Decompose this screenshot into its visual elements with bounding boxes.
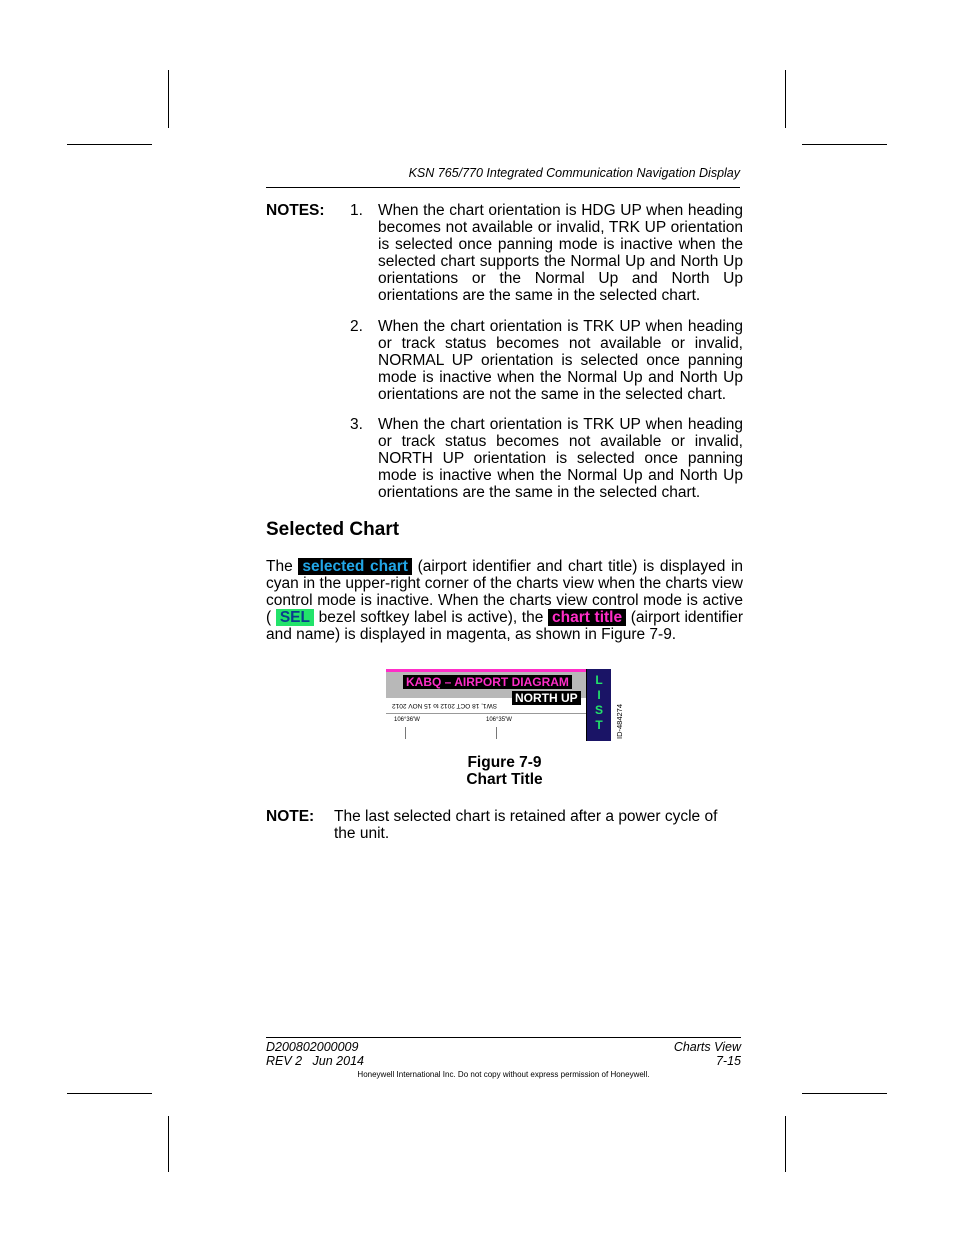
header-title: KSN 765/770 Integrated Communication Navigation Display (408, 166, 740, 180)
crop-mark (785, 70, 786, 128)
footer-page-number: 7-15 (715, 1054, 741, 1068)
para-the: The (266, 558, 293, 575)
chart-divider (386, 713, 586, 714)
chart-mirrored-text: SW1, 18 OCT 2012 to 15 NOV 2012 (392, 702, 498, 709)
figure-chart-title (386, 669, 624, 741)
chart-title-highlight: chart title (548, 609, 626, 626)
list-letter: I (597, 688, 601, 702)
footer-section-name: Charts View (673, 1040, 741, 1054)
para-part2: bezel softkey label is active), the (318, 609, 544, 626)
coord-right-label: 106°35'W (486, 717, 512, 723)
crop-mark (168, 70, 169, 128)
section-heading: Selected Chart (266, 519, 400, 540)
list-letter: S (594, 703, 603, 717)
crop-mark (67, 1093, 152, 1094)
para-part3: (airport identifier and name) is displayed in magenta, as shown in Figure 7-9. (266, 609, 744, 643)
coord-left-label: 106°36'W (394, 717, 420, 723)
crop-mark (67, 144, 152, 145)
section-paragraph (266, 558, 743, 643)
notes-label: NOTES: (266, 202, 325, 219)
note-3-number: 3. (350, 416, 363, 433)
footer-doc-number: D200802000009 (266, 1040, 359, 1054)
figure-id: ID-484274 (615, 703, 624, 739)
note-1-number: 1. (350, 202, 363, 219)
sel-softkey-highlight: SEL (276, 609, 314, 626)
crop-mark (785, 1116, 786, 1172)
figure-caption-number: Figure 7-9 (467, 754, 542, 771)
note-text: The last selected chart is retained after a power cycle of the unit. (334, 808, 718, 842)
coord-left-tick (405, 727, 406, 739)
figure-caption-title: Chart Title (466, 771, 543, 788)
footer-revision: REV 2 Jun 2014 (266, 1054, 364, 1068)
chart-title-label: KABQ – AIRPORT DIAGRAM (403, 675, 572, 689)
footer-copyright: Honeywell International Inc. Do not copy without express permission of Honeywell. (357, 1070, 650, 1079)
footer-rule (266, 1037, 741, 1038)
list-letter: T (595, 718, 603, 732)
note-3-text: When the chart orientation is TRK UP when heading or track status becomes not available or invalid, NORTH UP orientation is selected once panning mode is inactive when the Normal Up and North Up orientations are the same in the selected chart. (378, 416, 743, 501)
chart-view-area (386, 669, 586, 741)
note-label: NOTE: (266, 808, 315, 825)
header-rule (266, 187, 740, 188)
coord-right-tick (496, 727, 497, 739)
note-1-text: When the chart orientation is HDG UP when heading becomes not available or invalid, TRK UP orientation is selected once panning mode is inactive when the selected chart supports the Normal Up and North Up orientations or the Normal Up and North Up orientations are the same in the selected chart. (378, 202, 743, 304)
crop-mark (802, 144, 887, 145)
crop-mark (802, 1093, 887, 1094)
note-2-number: 2. (350, 318, 363, 335)
list-softkey (586, 669, 611, 741)
selected-chart-highlight: selected chart (298, 558, 412, 575)
list-letter: L (595, 673, 603, 687)
para-part1: (airport identifier and chart title) is displayed in cyan in the upper-right corner of the charts view when the charts view control mode is inactive. When the charts view control mode is active ( (266, 558, 744, 626)
orientation-label: NORTH UP (512, 691, 581, 705)
crop-mark (168, 1116, 169, 1172)
note-2-text: When the chart orientation is TRK UP when heading or track status becomes not available or invalid, NORMAL UP orientation is selected once panning mode is inactive when the Normal Up and North Up orientations are not the same in the selected chart. (378, 318, 743, 403)
